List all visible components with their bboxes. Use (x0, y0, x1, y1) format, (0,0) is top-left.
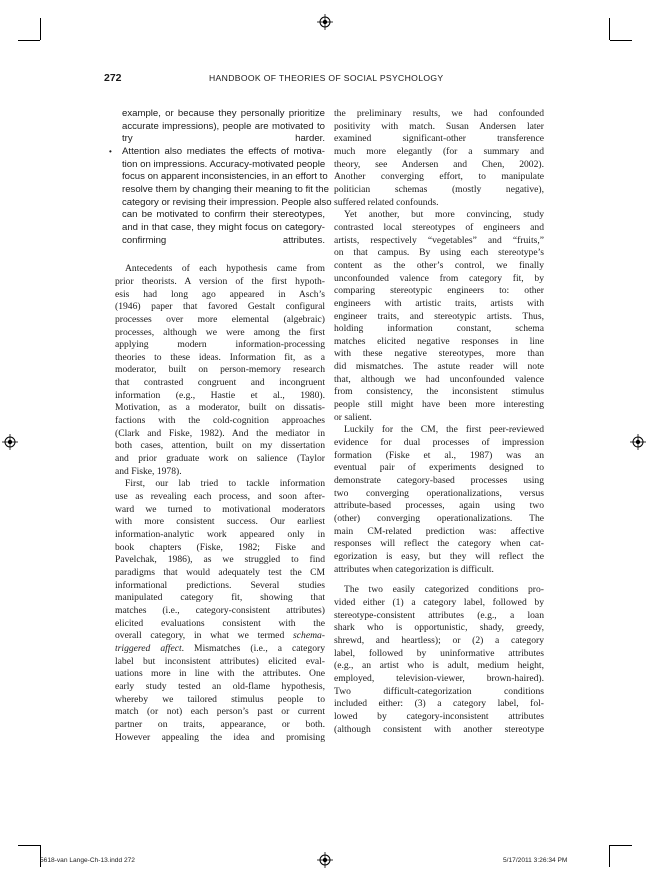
text-line: egorization is easy, but they will reflect the (334, 550, 544, 562)
text-line: early study tested an old-flame hypothesis, (115, 680, 325, 692)
text-line: positivity with match. Susan Andersen later (334, 120, 544, 132)
crop-mark-bottom-right-v (609, 845, 610, 867)
text-line: uations more in line with the attributes. One (115, 668, 325, 680)
text-line: included either: (3) a category label, fol- (334, 698, 544, 710)
text-line: factions with the cold-cognition approaches (115, 415, 325, 427)
text-line: paradigms that would adequately test the CM (115, 566, 325, 578)
text-line: resolve them by changing their meaning to fit the (122, 183, 329, 195)
text-line: processes, although we were among the first (115, 326, 325, 338)
registration-mark-left-icon (2, 434, 18, 450)
text-line: Attention also mediates the effects of motiva- (122, 145, 325, 157)
text-line: stereotype-consistent attributes (e.g., a loan (334, 609, 544, 621)
text-line: The two easily categorized conditions pro- (344, 584, 544, 596)
registration-mark-bottom-icon (317, 852, 333, 868)
text-line: ward we turned to motivational moderators (115, 503, 325, 515)
text-line: politician schemas (mostly negative), (334, 183, 544, 195)
text-line: information (e.g., Hastie et al., 1980). (115, 389, 325, 401)
text-line: responses will reflect the category when cat- (334, 538, 544, 550)
italic-term: triggered affect (115, 642, 182, 654)
text-line: Another converging effort, to manipulate (334, 171, 544, 183)
text-line: Luckily for the CM, the first peer-reviewed (344, 424, 544, 436)
crop-mark-bottom-left-h (18, 845, 40, 846)
paragraph-gap (115, 247, 325, 263)
text-line: from consistency, the inconsistent stimulus (334, 386, 544, 398)
text-line: Yet another, but more convincing, study (344, 209, 544, 221)
page-number: 272 (104, 72, 122, 84)
text-line: with these negative stereotypes, more than (334, 348, 544, 360)
text-line: did mismatches. The astute reader will note (334, 361, 544, 373)
text-line: (e.g., an artist who is adult, medium height, (334, 660, 544, 672)
text-line (115, 630, 325, 643)
text-line: First, our lab tried to tackle information (125, 478, 325, 490)
crop-mark-top-right-v (609, 18, 610, 40)
text-line: theories to these ideas. Information fit, as a (115, 351, 325, 363)
text-line: on that campus. By using each stereotype’s (334, 247, 544, 259)
bullet-item (109, 145, 332, 247)
text-line: formation (Fiske et al., 1987) was an (334, 449, 544, 461)
text-line: shrewd, and heartless); or (2) a category (334, 634, 544, 646)
crop-mark-top-right-h (610, 40, 632, 41)
text-line: vided either (1) a category label, followed by (334, 596, 544, 608)
text-line: category or revising their impression. People also (122, 196, 332, 208)
text-line: book chapters (Fiske, 1982; Fiske and (115, 541, 325, 553)
text-line: Two difficult-categorization conditions (334, 685, 544, 697)
book-title: HANDBOOK OF THEORIES OF SOCIAL PSYCHOLOGY (209, 73, 444, 83)
text-line: with more consistent success. Our earliest (115, 516, 325, 528)
paragraph-antecedents (115, 263, 325, 478)
text-line: (1946) paper that favored Gestalt configural (115, 301, 325, 313)
text-line: information-analytic work appeared only in (115, 529, 325, 540)
text-line (115, 643, 325, 656)
text-line: match (or not) each person’s past or current (115, 706, 325, 718)
paragraph-conditions (334, 584, 544, 736)
text-line: elicited evaluations consistent with the (115, 617, 325, 629)
text-line: lowed by category-inconsistent attributes (334, 710, 544, 722)
text-line: suffered related confounds. (334, 196, 439, 208)
text-line: processes over more elemental (algebraic) (115, 313, 325, 325)
crop-mark-bottom-right-h (610, 845, 632, 846)
text-line: (other) converging operationalizations. The (334, 513, 544, 524)
text-line: (although consistent with another stereotype (334, 723, 544, 735)
sans-continuation (115, 108, 325, 146)
text-line: confirming attributes. (122, 234, 325, 246)
text-line: engineers with artistic traits, artists with (334, 297, 544, 309)
text-line: shark who is opportunistic, shady, greedy, (334, 622, 544, 634)
text-line: label, followed by uninformative attributes (334, 647, 544, 659)
text-line: unconfounded valence from category fit, by (334, 272, 544, 284)
paragraph-stereotypes-study (334, 209, 544, 424)
paragraph-confounds (334, 108, 544, 209)
text-line: examined significant-other transference (334, 133, 544, 145)
text-line: or salient. (334, 411, 372, 423)
text-line: theory, see Andersen and Chen, 2002). (334, 158, 544, 170)
text-line: Pavelchak, 1986), as we struggled to find (115, 554, 325, 566)
text-line: applying modern information-processing (115, 339, 325, 351)
paragraph-gap (334, 576, 544, 584)
text-line: tion on impressions. Accuracy-motivated people (122, 158, 326, 170)
text-line: and prior graduate work on salience (Taylor (115, 453, 325, 465)
text-line: two converging operationalizations, versus (334, 487, 544, 499)
text-line: attributes when categorization is difficult. (334, 563, 494, 575)
text-line: can be motivated to confirm their stereotypes, (122, 209, 325, 221)
text-line: moderator, built on person-memory research (115, 364, 325, 376)
text-line: the preliminary results, we had confounded (334, 108, 544, 119)
text-line: people still might have been more interesting (334, 399, 544, 411)
text-line: accurate impressions), people are motivated to (122, 120, 325, 132)
paragraph-dual-processes (334, 424, 544, 576)
crop-mark-top-left-h (18, 40, 40, 41)
bullet-icon: • (109, 146, 112, 156)
right-column (334, 108, 544, 736)
text-line: informational predictions. Several studies (115, 579, 325, 591)
text-line: demonstrate category-based processes using (334, 475, 544, 487)
text-segment: overall category, in what we termed (115, 630, 285, 642)
italic-term: schema- (293, 630, 325, 642)
text-line: use as revealing each process, and soon after- (115, 491, 325, 503)
registration-mark-top-icon (317, 14, 333, 30)
text-line: matches (i.e., category-consistent attributes) (115, 604, 325, 616)
text-line: contrasted local stereotypes of engineers and (334, 221, 544, 233)
running-head (104, 72, 546, 86)
text-line: evidence for dual processes of impression (334, 437, 544, 449)
text-line: artists, respectively “vegetables” and “fruits,” (334, 234, 544, 246)
text-line: Motivation, as a moderator, built on dissatis- (115, 402, 325, 414)
paragraph-lab-efforts (115, 478, 325, 744)
text-line: However appealing the idea and promising (115, 731, 325, 743)
footer-file-info: 5618-van Lange-Ch-13.indd 272 (40, 857, 135, 864)
left-column (109, 108, 332, 744)
text-line: focus on apparent inconsistencies, in an effort to (122, 171, 328, 183)
text-line: whereby we tailored stimulus people to (115, 693, 325, 705)
text-line: employed, television-viewer, brown-haired). (334, 672, 544, 684)
footer-timestamp: 5/17/2011 3:26:34 PM (503, 857, 568, 864)
text-line: that contrasted congruent and incongruent (115, 377, 325, 389)
text-line: and in that case, they might focus on category- (122, 221, 325, 233)
text-line: Antecedents of each hypothesis came from (125, 263, 325, 275)
text-line: that, although we had unconfounded valence (334, 373, 544, 385)
text-line: esis had long ago appeared in Asch’s (115, 288, 325, 300)
text-line: manipulated category fit, showing that (115, 592, 325, 604)
text-line: holding information constant, schema (334, 323, 544, 335)
text-line: partner on traits, appearance, or both. (115, 718, 325, 730)
text-line: (Clark and Fiske, 1982). And the mediator in (115, 427, 325, 439)
text-line: main CM-related prediction was: affective (334, 525, 544, 537)
text-line: example, or because they personally prioritize (122, 108, 325, 119)
text-line: matches elicited negative responses in line (334, 335, 544, 347)
text-line: try harder. (122, 133, 325, 145)
text-line: prior theorists. A version of the first hypoth- (115, 275, 325, 287)
text-line: comparing stereotypic engineers to: other (334, 285, 544, 297)
text-line: much more elegantly (for a summary and (334, 145, 544, 157)
text-line: attribute-based processes, again using two (334, 500, 544, 512)
text-line: and Fiske, 1978). (115, 465, 182, 477)
text-segment: . Mismatches (i.e., a category (181, 642, 325, 654)
text-line: engineer traits, and stereotypic artists. Thus, (334, 310, 544, 322)
text-line: label but inconsistent attributes) elicited eval- (115, 655, 325, 667)
crop-mark-top-left-v (40, 18, 41, 40)
text-line: both cases, attention, built on my dissertation (115, 440, 325, 452)
registration-mark-right-icon (630, 434, 646, 450)
text-line: content as the other’s control, we finally (334, 259, 544, 271)
text-line: eventual pair of experiments designed to (334, 462, 544, 474)
